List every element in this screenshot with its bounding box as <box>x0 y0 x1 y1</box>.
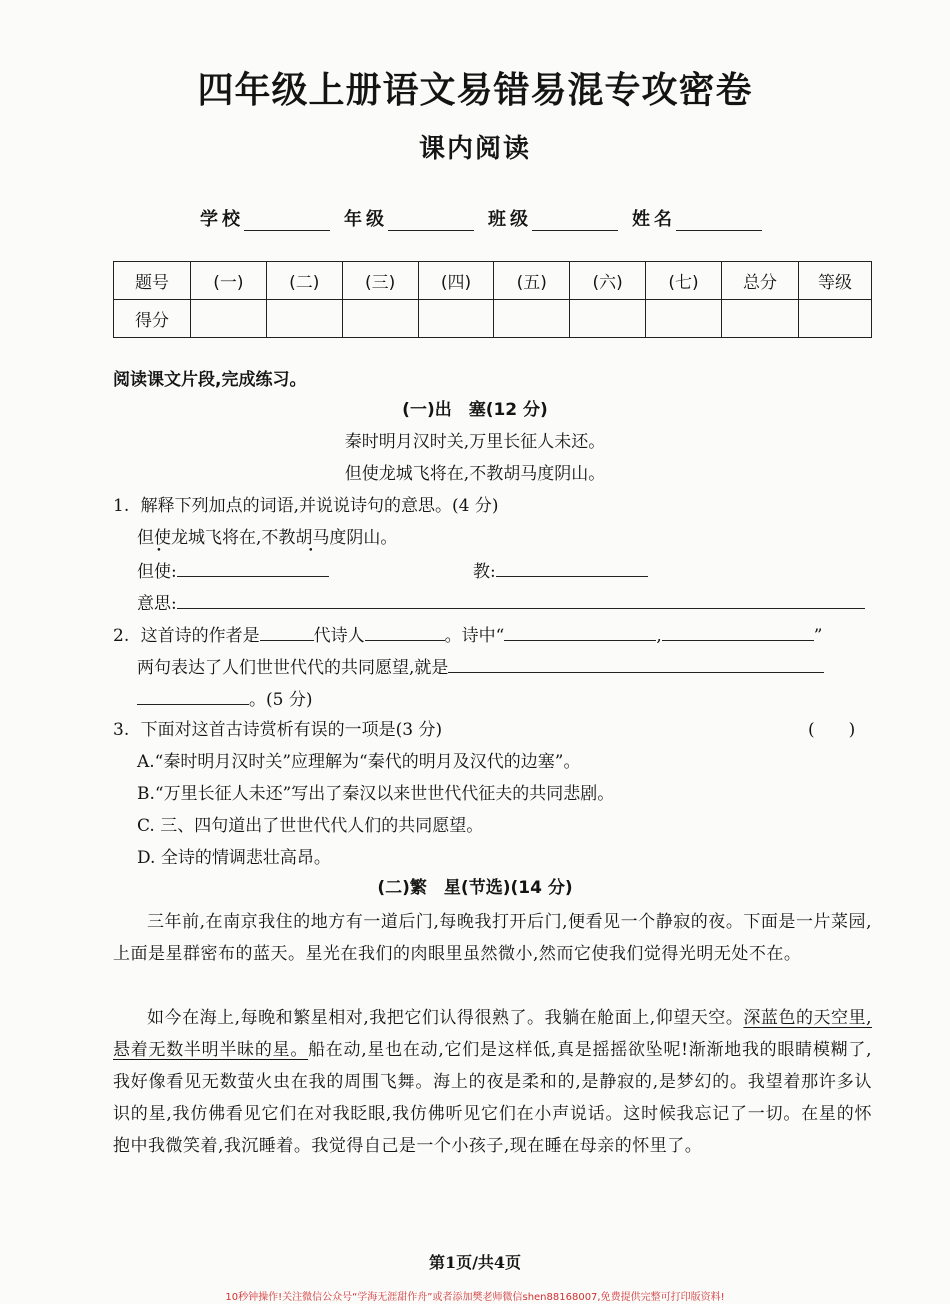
question-2-part5: ” <box>813 626 823 646</box>
question-3-text: 下面对这首古诗赏析有误的一项是(3 分) <box>140 720 443 740</box>
answer-blank[interactable] <box>260 622 314 641</box>
answer-blank[interactable] <box>662 622 814 641</box>
question-3-option-b[interactable]: B.“万里长征人未还”写出了秦汉以来世世代代征夫的共同悲剧。 <box>137 784 615 804</box>
name-field[interactable] <box>676 212 762 231</box>
page-subtitle: 课内阅读 <box>418 134 531 164</box>
class-label: 班级 <box>488 209 532 230</box>
score-header-cell: (五) <box>494 262 570 300</box>
score-header-cell: (三) <box>342 262 418 300</box>
school-field[interactable] <box>244 212 330 231</box>
answer-blank[interactable] <box>365 622 445 641</box>
poem-line-1: 秦时明月汉时关,万里长征人未还。 <box>344 432 606 452</box>
question-2-part3: 。诗中“ <box>444 626 505 646</box>
page-number: 第1页/共4页 <box>428 1253 522 1272</box>
score-header-cell: 等级 <box>799 262 872 300</box>
score-row-label: 得分 <box>114 300 191 338</box>
question-3 <box>113 718 442 742</box>
question-2-part1: 这首诗的作者是 <box>140 626 260 646</box>
answer-blank[interactable] <box>496 558 648 577</box>
school-label: 学校 <box>200 209 244 230</box>
answer-blank[interactable] <box>177 558 329 577</box>
score-cell[interactable] <box>646 300 722 338</box>
answer-blank[interactable] <box>448 654 824 673</box>
instruction: 阅读课文片段,完成练习。 <box>113 370 307 390</box>
score-table <box>113 261 872 338</box>
student-info-row <box>200 205 776 231</box>
score-cell[interactable] <box>570 300 646 338</box>
score-cell[interactable] <box>266 300 342 338</box>
section1-heading: (一)出 塞(12 分) <box>402 400 548 420</box>
question-2-part4: , <box>656 626 662 646</box>
score-table-header-row <box>114 262 872 300</box>
question-1-label-c: 意思: <box>137 594 177 614</box>
score-header-cell: (六) <box>570 262 646 300</box>
answer-blank[interactable] <box>177 590 865 609</box>
question-2 <box>113 622 822 648</box>
question-1-blank-c <box>137 590 865 616</box>
passage-paragraph-1: 三年前,在南京我住的地方有一道后门,每晚我打开后门,便看见一个静寂的夜。下面是一片菜园,上面是星群密布的蓝天。星光在我们的肉眼里虽然微小,然而它使我们觉得光明无处不在。 <box>113 912 872 964</box>
question-1 <box>113 494 499 518</box>
score-header-cell: (七) <box>646 262 722 300</box>
score-table-score-row <box>114 300 872 338</box>
question-1-label-a: 但使: <box>137 562 177 582</box>
class-field[interactable] <box>532 212 618 231</box>
paragraph-2-start: 如今在海上,每晚和繁星相对,我把它们认得很熟了。我躺在舱面上,仰望天空。 <box>147 1008 744 1028</box>
question-2-number: 2. <box>113 626 130 646</box>
score-header-cell: (一) <box>191 262 267 300</box>
grade-field[interactable] <box>388 212 474 231</box>
question-2-line3 <box>137 686 312 712</box>
question-2-part2: 代诗人 <box>313 626 365 646</box>
poem-line-2: 但使龙城飞将在,不教胡马度阴山。 <box>344 464 606 484</box>
score-header-cell: (二) <box>266 262 342 300</box>
question-1-quote: 但使龙城飞将在,不教胡马度阴山。 <box>137 528 398 548</box>
page-title: 四年级上册语文易错易混专攻密卷 <box>197 70 753 111</box>
question-1-blank-a <box>137 558 329 584</box>
passage-paragraph-2 <box>113 1002 872 1162</box>
promo-notice: 10秒钟操作!关注微信公众号“学海无涯甜作舟”或者添加樊老师微信shen88168007,免费提供完整可打印版资料! <box>225 1292 725 1303</box>
question-3-number: 3. <box>113 720 130 740</box>
question-2-tail: 。(5 分) <box>249 690 313 710</box>
question-2-line2-text: 两句表达了人们世世代代的共同愿望,就是 <box>137 658 449 678</box>
score-cell[interactable] <box>722 300 799 338</box>
name-label: 姓名 <box>632 209 676 230</box>
score-cell[interactable] <box>418 300 494 338</box>
grade-label: 年级 <box>344 209 388 230</box>
score-header-cell: 题号 <box>114 262 191 300</box>
underlined-sentence: 深蓝色的天空里,悬着无数半明半昧的星。 <box>113 1008 873 1060</box>
score-cell[interactable] <box>799 300 872 338</box>
answer-blank[interactable] <box>504 622 656 641</box>
question-3-option-d[interactable]: D. 全诗的情调悲壮高昂。 <box>137 848 331 868</box>
emphasis-dots <box>140 532 176 550</box>
emphasis-dot <box>300 532 318 550</box>
question-3-option-c[interactable]: C. 三、四句道出了世世代代人们的共同愿望。 <box>137 816 484 836</box>
score-cell[interactable] <box>191 300 267 338</box>
question-3-answer-bracket[interactable]: ( ) <box>808 720 856 740</box>
question-1-number: 1. <box>113 496 130 516</box>
question-2-line2 <box>137 654 824 680</box>
paragraph-2-rest: 船在动,星也在动,它们是这样低,真是摇摇欲坠呢!渐渐地我的眼睛模糊了,我好像看见无数萤火虫在我的周围飞舞。海上的夜是柔和的,是静寂的,是梦幻的。我望着那许多认识的星,我仿佛看见它们在对我眨眼,我仿佛听见它们在小声说话。这时候我忘记了一切。在星的怀抱中我微笑着,我沉睡着。我觉得自己是一个小孩子,现在睡在母亲的怀里了。 <box>113 1040 872 1156</box>
question-3-option-a[interactable]: A.“秦时明月汉时关”应理解为“秦代的明月及汉代的边塞”。 <box>137 752 581 772</box>
question-1-blank-b <box>473 558 648 584</box>
score-cell[interactable] <box>342 300 418 338</box>
section2-heading: (二)繁 星(节选)(14 分) <box>377 878 573 898</box>
question-1-text: 解释下列加点的词语,并说说诗句的意思。(4 分) <box>140 496 499 516</box>
score-cell[interactable] <box>494 300 570 338</box>
score-header-cell: (四) <box>418 262 494 300</box>
question-1-label-b: 教: <box>473 562 496 582</box>
answer-blank[interactable] <box>137 686 249 705</box>
score-header-cell: 总分 <box>722 262 799 300</box>
